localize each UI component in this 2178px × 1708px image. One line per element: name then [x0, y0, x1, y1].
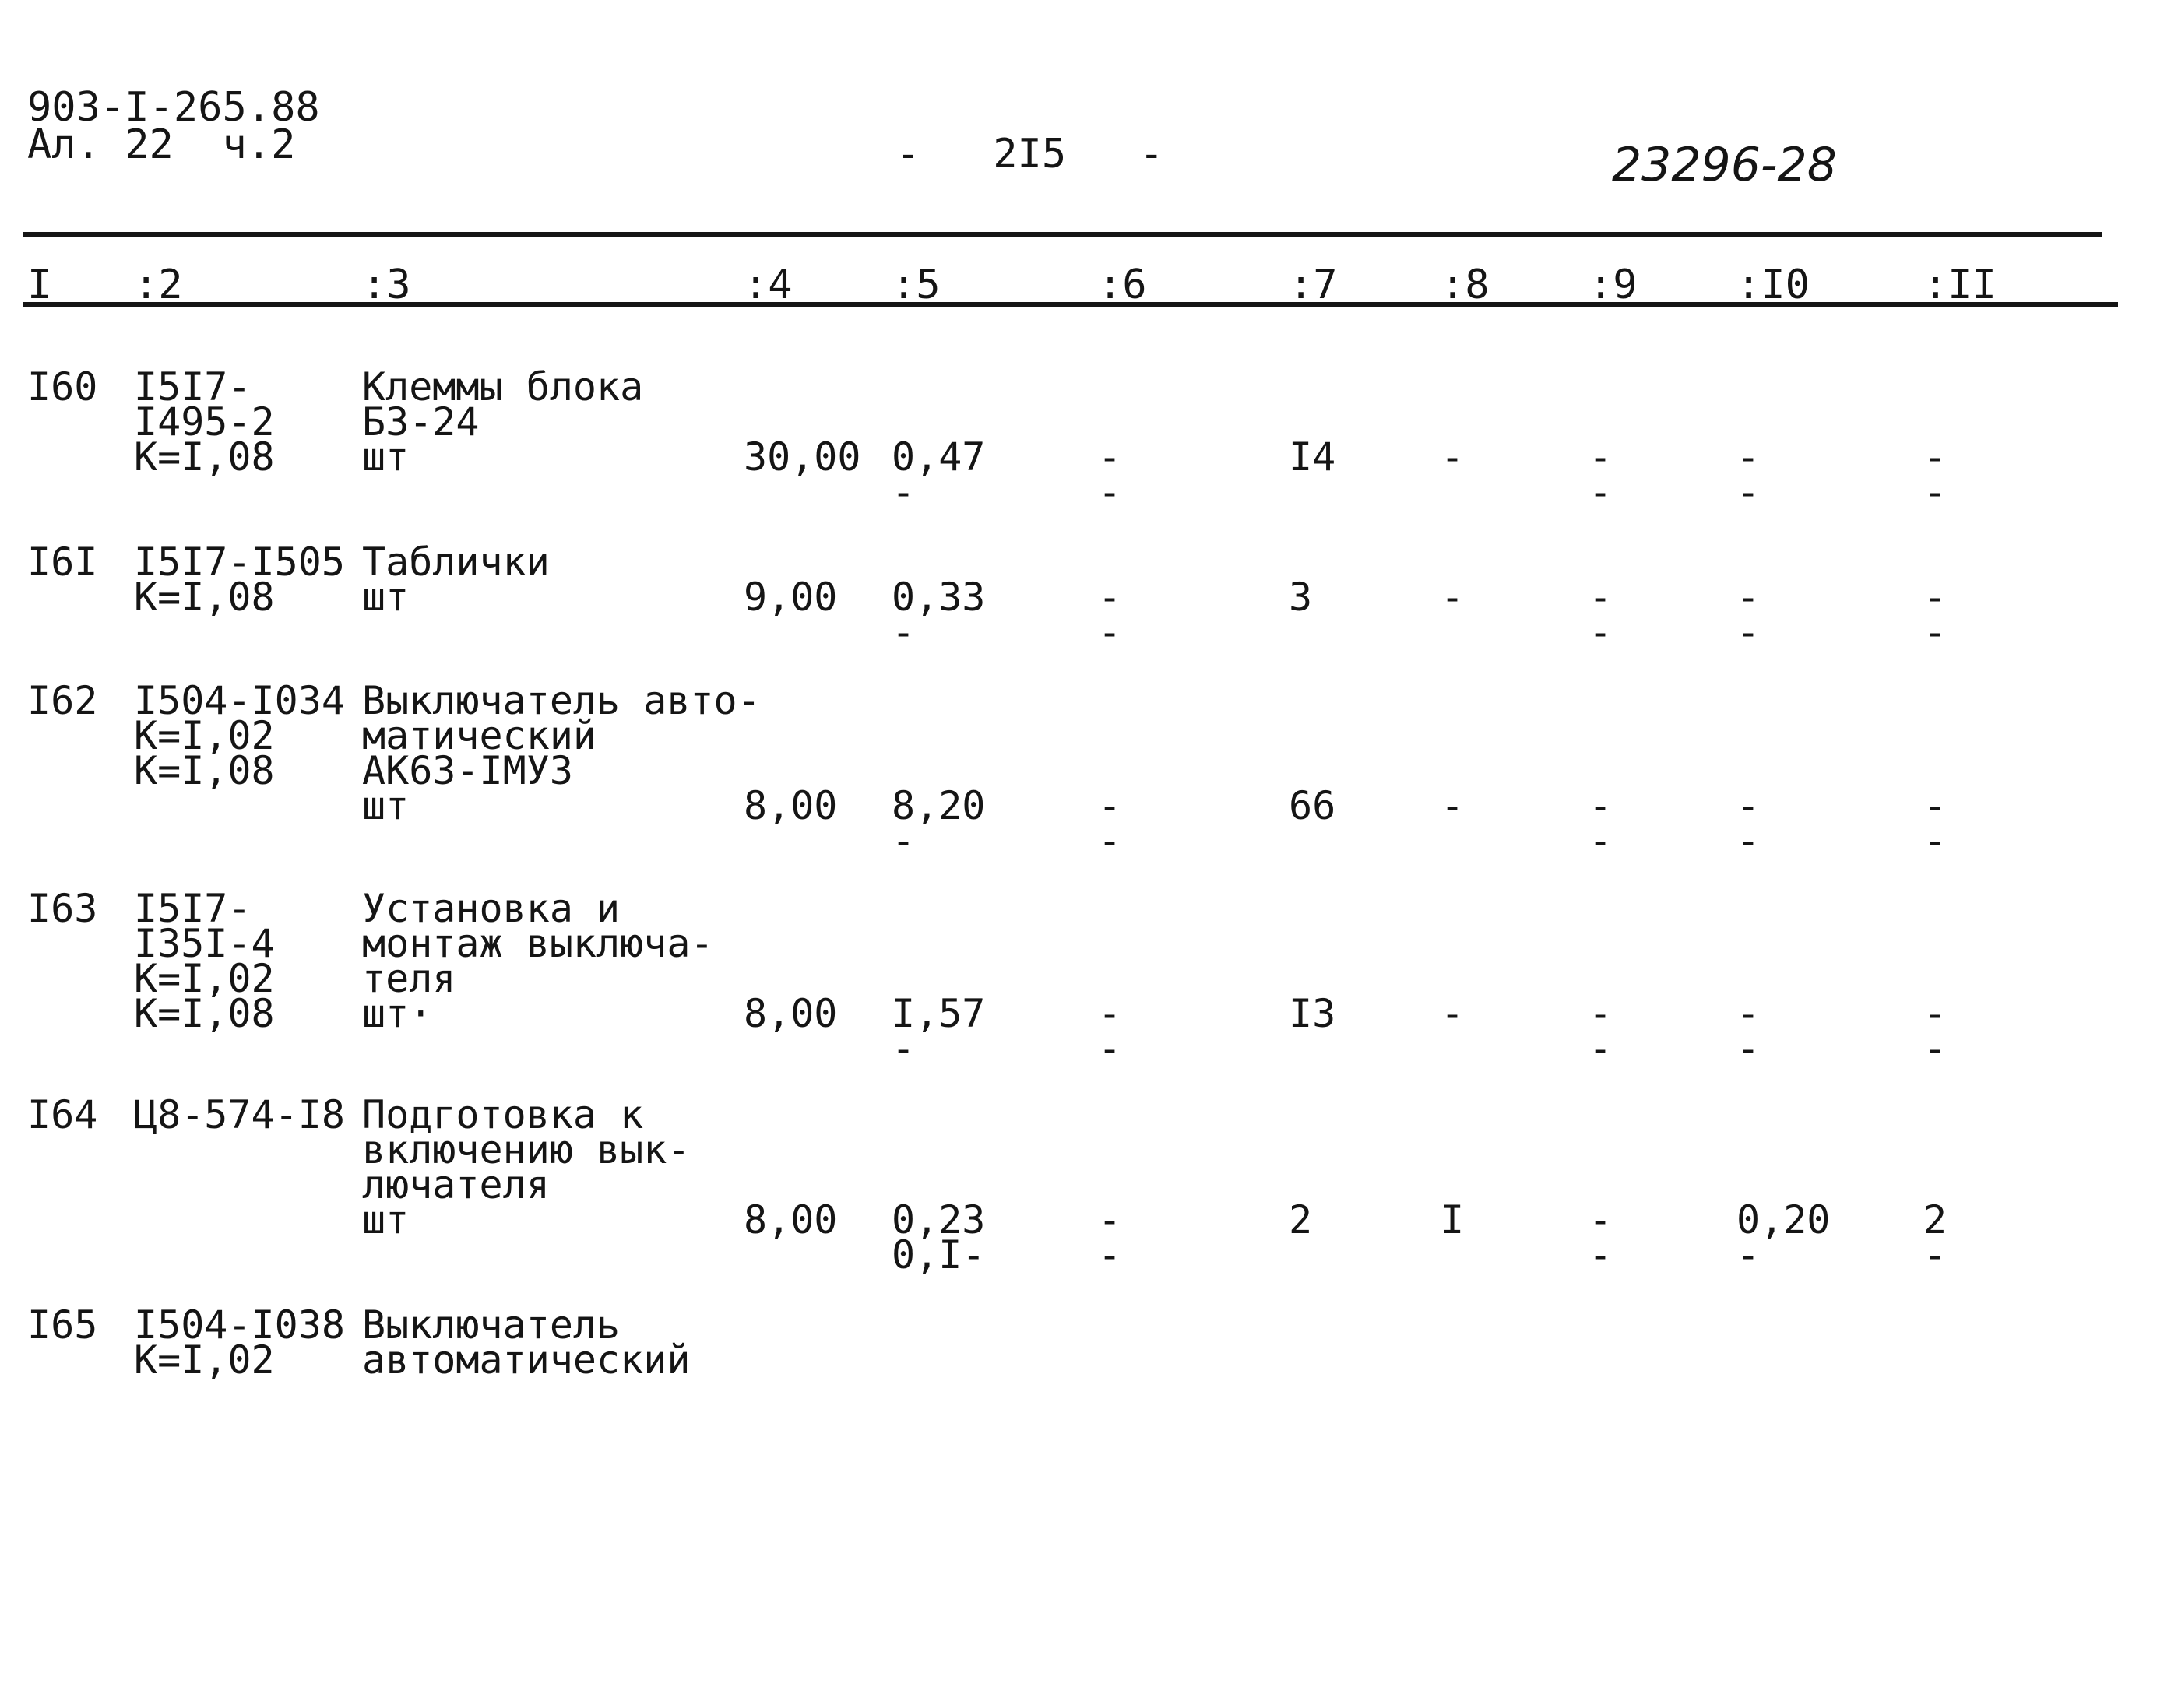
document-code: 903-I-265.88: [27, 84, 320, 131]
code-cell: Ц8-574-I8: [134, 1092, 345, 1137]
col6-cell: - -: [1098, 783, 1122, 863]
column-header: :9: [1589, 262, 1638, 308]
name-cell: Установка и монтаж выключа- теля шт·: [362, 886, 714, 1036]
top-rule: [23, 232, 2102, 237]
col10-cell: - -: [1736, 575, 1761, 655]
col7-cell: 3: [1289, 575, 1313, 620]
row-number: I6I: [27, 539, 98, 585]
col8-cell: I: [1441, 1197, 1465, 1242]
col10-cell: 0,20 -: [1736, 1197, 1831, 1277]
col6-cell: - -: [1098, 991, 1122, 1071]
name-cell: Выключатель авто- матический АК63-IМУЗ шт: [362, 678, 761, 828]
col7-cell: 2: [1289, 1197, 1313, 1242]
col9-cell: - -: [1589, 434, 1613, 515]
col8-cell: -: [1441, 783, 1465, 828]
column-header: I: [27, 262, 52, 308]
code-cell: I504-I038 K=I,02: [134, 1302, 345, 1383]
col8-cell: -: [1441, 575, 1465, 620]
code-cell: I5I7-I505 K=I,08: [134, 539, 345, 620]
row-number: I63: [27, 886, 98, 931]
col9-cell: - -: [1589, 783, 1613, 863]
col10-cell: - -: [1736, 783, 1761, 863]
col5-cell: I,57 -: [892, 991, 986, 1071]
qty-cell: 9,00: [744, 575, 838, 620]
col11-cell: - -: [1923, 575, 1948, 655]
code-cell: I504-I034 K=I,02 K=I,08: [134, 678, 345, 793]
col7-cell: 66: [1289, 783, 1336, 828]
column-header: :II: [1923, 262, 1997, 308]
col5-cell: 0,47 -: [892, 434, 986, 515]
row-number: I60: [27, 364, 98, 409]
code-cell: I5I7- I35I-4 K=I,02 K=I,08: [134, 886, 275, 1036]
name-cell: Таблички шт: [362, 539, 550, 620]
column-header: :2: [134, 262, 183, 308]
qty-cell: 8,00: [744, 991, 838, 1036]
row-number: I65: [27, 1302, 98, 1348]
col5-cell: 8,20 -: [892, 783, 986, 863]
col11-cell: - -: [1923, 991, 1948, 1071]
col6-cell: - -: [1098, 1197, 1122, 1277]
col10-cell: - -: [1736, 991, 1761, 1071]
qty-cell: 8,00: [744, 783, 838, 828]
col7-cell: I4: [1289, 434, 1336, 480]
col11-cell: 2 -: [1923, 1197, 1948, 1277]
row-number: I64: [27, 1092, 98, 1137]
col9-cell: - -: [1589, 575, 1613, 655]
handwritten-number: 23296-28: [1612, 138, 1837, 192]
col7-cell: I3: [1289, 991, 1336, 1036]
name-cell: Подготовка к включению вык- лючателя шт: [362, 1092, 691, 1242]
column-header: :4: [744, 262, 793, 308]
col11-cell: - -: [1923, 783, 1948, 863]
row-number: I62: [27, 678, 98, 723]
col6-cell: - -: [1098, 575, 1122, 655]
col5-cell: 0,23 0,I-: [892, 1197, 986, 1277]
column-header: :I0: [1736, 262, 1810, 308]
sheet-line: Ал. 22 ч.2: [27, 121, 296, 168]
col8-cell: -: [1441, 434, 1465, 480]
col6-cell: - -: [1098, 434, 1122, 515]
col9-cell: - -: [1589, 1197, 1613, 1277]
page-number: - 2I5 -: [895, 131, 1164, 177]
col10-cell: - -: [1736, 434, 1761, 515]
column-header: :6: [1098, 262, 1147, 308]
qty-cell: 8,00: [744, 1197, 838, 1242]
col11-cell: - -: [1923, 434, 1948, 515]
column-header: :5: [892, 262, 941, 308]
column-header: :7: [1289, 262, 1338, 308]
col8-cell: -: [1441, 991, 1465, 1036]
col9-cell: - -: [1589, 991, 1613, 1071]
column-header: :8: [1441, 262, 1490, 308]
name-cell: Клеммы блока БЗ-24 шт: [362, 364, 644, 480]
column-header: :3: [362, 262, 411, 308]
name-cell: Выключатель автоматический: [362, 1302, 691, 1383]
col5-cell: 0,33 -: [892, 575, 986, 655]
code-cell: I5I7- I495-2 K=I,08: [134, 364, 275, 480]
qty-cell: 30,00: [744, 434, 861, 480]
